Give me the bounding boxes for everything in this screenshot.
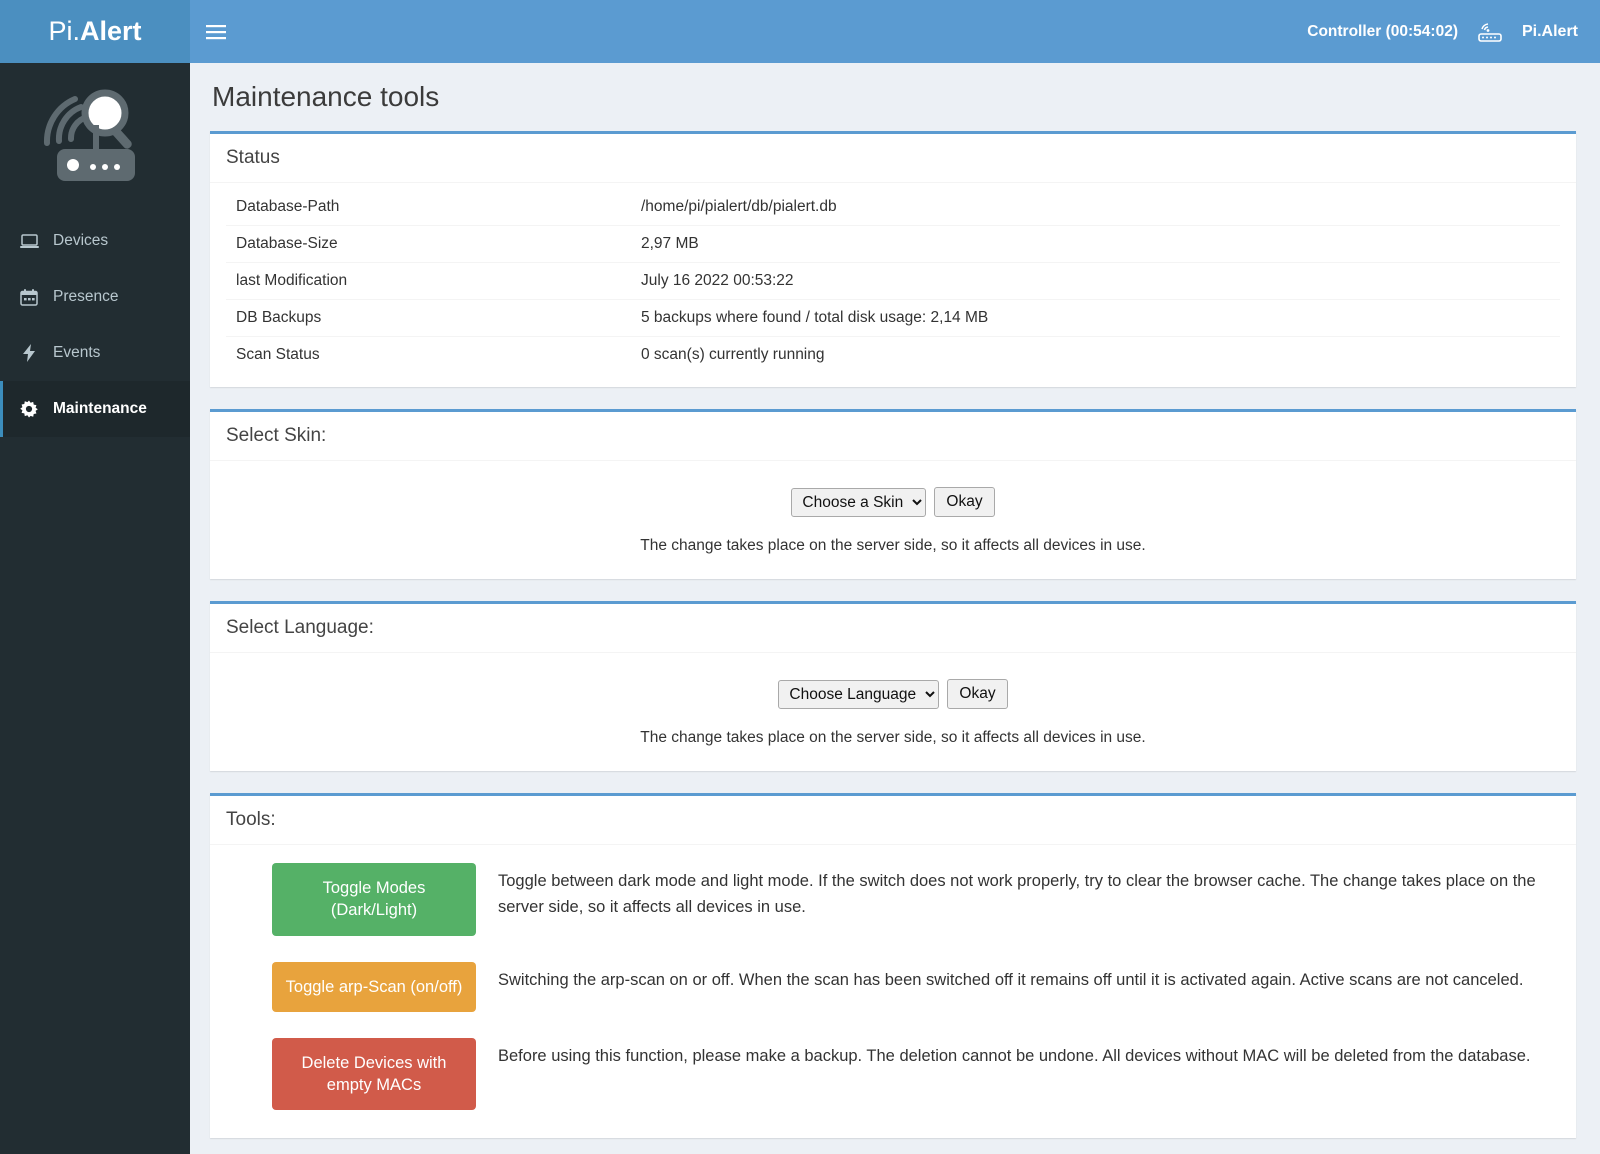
sidebar-item-label: Presence — [53, 288, 119, 305]
tool-row — [226, 1026, 1560, 1125]
status-label: Database-Size — [226, 226, 631, 263]
toggle-arp-scan-description: Switching the arp-scan on or off. When the scan has been switched off it remains off until it is activated again. Active scans are not canceled. — [498, 970, 1524, 989]
tools-box-body — [210, 845, 1576, 1138]
language-box-body — [210, 653, 1576, 771]
calendar-icon — [19, 289, 39, 306]
main-content — [190, 63, 1600, 1154]
table-row — [226, 263, 1560, 300]
bolt-icon — [19, 344, 39, 362]
tool-row — [226, 950, 1560, 1026]
sidebar-menu — [0, 213, 190, 437]
body — [0, 63, 1600, 1154]
table-row — [226, 300, 1560, 337]
tool-row — [226, 851, 1560, 950]
gear-icon — [19, 400, 39, 418]
skin-note: The change takes place on the server side, so it affects all devices in use. — [640, 537, 1146, 554]
top-bar — [0, 0, 1600, 63]
skin-controls — [226, 467, 1560, 523]
status-label: Database-Path — [236, 198, 340, 215]
page-title: Maintenance tools — [212, 81, 440, 112]
laptop-icon — [19, 234, 39, 249]
navbar-brand-label[interactable]: Pi.Alert — [1521, 22, 1578, 40]
navbar — [190, 0, 1600, 63]
language-select[interactable] — [778, 680, 939, 709]
status-value: July 16 2022 00:53:22 — [631, 263, 1560, 300]
status-value: /home/pi/pialert/db/pialert.db — [641, 198, 837, 215]
brand-prefix: Pi. — [48, 16, 80, 46]
brand-logo[interactable] — [0, 0, 190, 63]
toggle-modes-button[interactable]: Toggle Modes (Dark/Light) — [272, 863, 476, 936]
skin-box-header: Select Skin: — [210, 412, 1576, 461]
language-okay-button[interactable]: Okay — [947, 679, 1007, 709]
sidebar-item-devices[interactable] — [0, 213, 190, 269]
sidebar — [0, 63, 190, 1154]
toggle-modes-description: Toggle between dark mode and light mode. If the switch does not work properly, try to clear the browser cache. The change takes place on the server side, so it affects all devices in use. — [498, 872, 1536, 916]
status-box-body — [210, 183, 1576, 387]
router-scan-icon[interactable] — [1476, 20, 1504, 44]
sidebar-item-label: Maintenance — [53, 400, 147, 417]
sidebar-item-presence[interactable] — [0, 269, 190, 325]
skin-okay-button[interactable]: Okay — [934, 487, 994, 517]
language-controls — [226, 659, 1560, 715]
status-value: 2,97 MB — [631, 226, 1560, 263]
status-box — [210, 131, 1576, 387]
pialert-radar-logo — [0, 63, 190, 213]
hamburger-icon[interactable] — [190, 0, 242, 63]
toggle-arp-scan-button[interactable]: Toggle arp-Scan (on/off) — [272, 962, 476, 1012]
sidebar-item-events[interactable] — [0, 325, 190, 381]
skin-box-body — [210, 461, 1576, 579]
status-label: Scan Status — [226, 337, 631, 374]
tools-box — [210, 793, 1576, 1138]
status-box-header: Status — [210, 134, 1576, 183]
sidebar-item-label: Events — [53, 344, 101, 361]
tools-box-header: Tools: — [210, 796, 1576, 845]
skin-select[interactable] — [791, 488, 926, 517]
table-row — [226, 189, 1560, 226]
language-note: The change takes place on the server side, so it affects all devices in use. — [640, 729, 1146, 746]
skin-box — [210, 409, 1576, 579]
status-value: 5 backups where found / total disk usage: 2,14 MB — [631, 300, 1560, 337]
table-row — [226, 337, 1560, 374]
language-box — [210, 601, 1576, 771]
controller-status: Controller (00:54:02) — [1307, 22, 1458, 40]
delete-empty-macs-description: Before using this function, please make a backup. The deletion cannot be undone. All devices without MAC will be deleted from the database. — [498, 1046, 1531, 1065]
navbar-right — [1307, 20, 1578, 44]
table-row — [226, 226, 1560, 263]
brand-suffix: Alert — [80, 16, 142, 46]
delete-empty-macs-button[interactable]: Delete Devices with empty MACs — [272, 1038, 476, 1111]
sidebar-item-label: Devices — [53, 232, 109, 249]
status-label: DB Backups — [226, 300, 631, 337]
status-value: 0 scan(s) currently running — [631, 337, 1560, 374]
sidebar-item-maintenance[interactable] — [0, 381, 190, 437]
status-label: last Modification — [226, 263, 631, 300]
status-table — [226, 189, 1560, 373]
language-box-header: Select Language: — [210, 604, 1576, 653]
